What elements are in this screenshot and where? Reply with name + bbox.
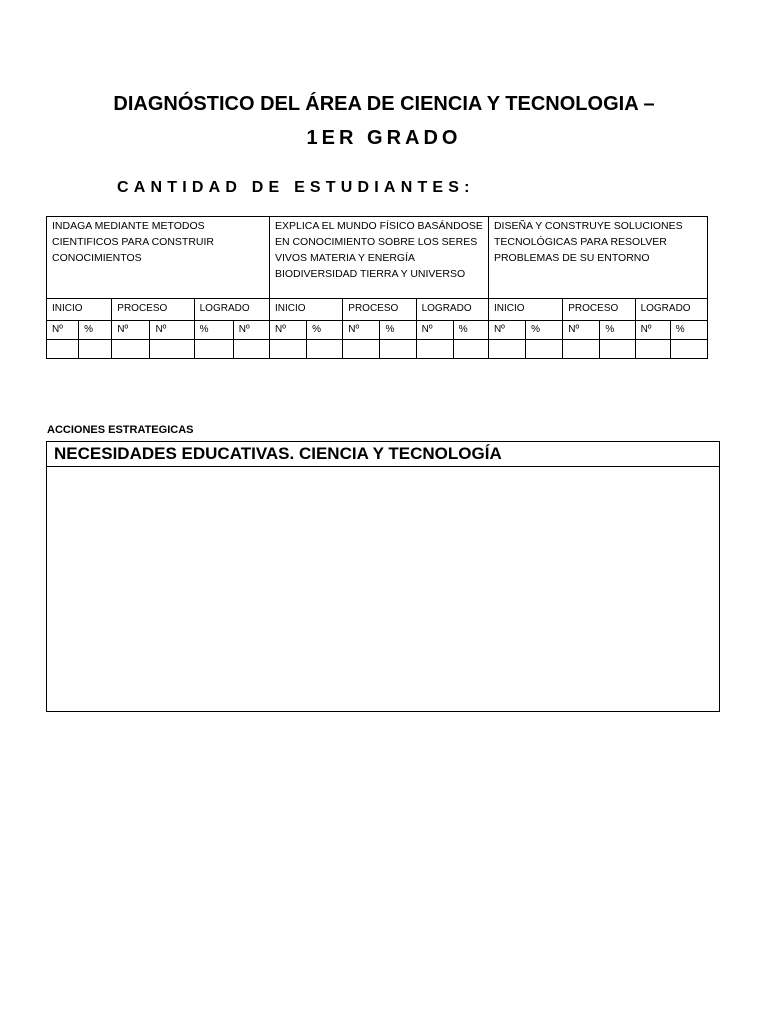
unit-header: Nº (269, 321, 306, 340)
unit-header: Nº (150, 321, 194, 340)
empty-cell[interactable] (488, 340, 525, 359)
empty-cell[interactable] (112, 340, 150, 359)
empty-cell[interactable] (670, 340, 707, 359)
unit-header: Nº (563, 321, 600, 340)
empty-cell[interactable] (635, 340, 670, 359)
level-header: LOGRADO (194, 299, 269, 321)
empty-cell[interactable] (150, 340, 194, 359)
empty-cell[interactable] (453, 340, 488, 359)
empty-cell[interactable] (79, 340, 112, 359)
unit-header: % (307, 321, 343, 340)
level-header: INICIO (269, 299, 342, 321)
empty-cell[interactable] (343, 340, 380, 359)
unit-header: % (194, 321, 233, 340)
empty-cell[interactable] (47, 340, 79, 359)
empty-cell[interactable] (380, 340, 416, 359)
unit-header: % (600, 321, 635, 340)
empty-cell[interactable] (269, 340, 306, 359)
empty-cell[interactable] (600, 340, 635, 359)
level-header: LOGRADO (635, 299, 707, 321)
unit-header: Nº (635, 321, 670, 340)
empty-cell[interactable] (563, 340, 600, 359)
competency-header-3: DISEÑA Y CONSTRUYE SOLUCIONES TECNOLÓGICAS PARA RESOLVER PROBLEMAS DE SU ENTORNO (488, 217, 707, 299)
competency-header-1: INDAGA MEDIANTE METODOS CIENTIFICOS PARA CONSTRUIR CONOCIMIENTOS (47, 217, 270, 299)
empty-cell[interactable] (233, 340, 269, 359)
empty-cell[interactable] (194, 340, 233, 359)
unit-header: Nº (233, 321, 269, 340)
unit-header: % (670, 321, 707, 340)
document-title-line1: DIAGNÓSTICO DEL ÁREA DE CIENCIA Y TECNOLOGIA – (113, 93, 655, 115)
student-count-label: CANTIDAD DE ESTUDIANTES: (117, 179, 475, 196)
unit-header: Nº (416, 321, 453, 340)
competency-header-2: EXPLICA EL MUNDO FÍSICO BASÁNDOSE EN CONOCIMIENTO SOBRE LOS SERES VIVOS MATERIA Y ENERGÍA BIODIVERSIDAD TIERRA Y UNIVERSO (269, 217, 488, 299)
unit-header: % (526, 321, 563, 340)
unit-header: Nº (112, 321, 150, 340)
unit-header: % (79, 321, 112, 340)
unit-header: Nº (47, 321, 79, 340)
educational-needs-title: NECESIDADES EDUCATIVAS. CIENCIA Y TECNOLOGÍA (47, 442, 719, 467)
unit-header: % (453, 321, 488, 340)
level-header: INICIO (47, 299, 112, 321)
unit-header: Nº (488, 321, 525, 340)
level-header: PROCESO (112, 299, 194, 321)
unit-header: Nº (343, 321, 380, 340)
level-header: INICIO (488, 299, 562, 321)
educational-needs-content-area[interactable] (47, 467, 719, 712)
level-header: PROCESO (563, 299, 635, 321)
educational-needs-box (46, 441, 720, 712)
strategic-actions-label: ACCIONES ESTRATEGICAS (47, 424, 194, 436)
level-header: LOGRADO (416, 299, 488, 321)
empty-cell[interactable] (416, 340, 453, 359)
document-title-line2: 1ER GRADO (306, 127, 462, 149)
empty-cell[interactable] (307, 340, 343, 359)
unit-header: % (380, 321, 416, 340)
level-header: PROCESO (343, 299, 416, 321)
empty-data-row (47, 340, 708, 359)
diagnostic-table (46, 216, 708, 359)
empty-cell[interactable] (526, 340, 563, 359)
